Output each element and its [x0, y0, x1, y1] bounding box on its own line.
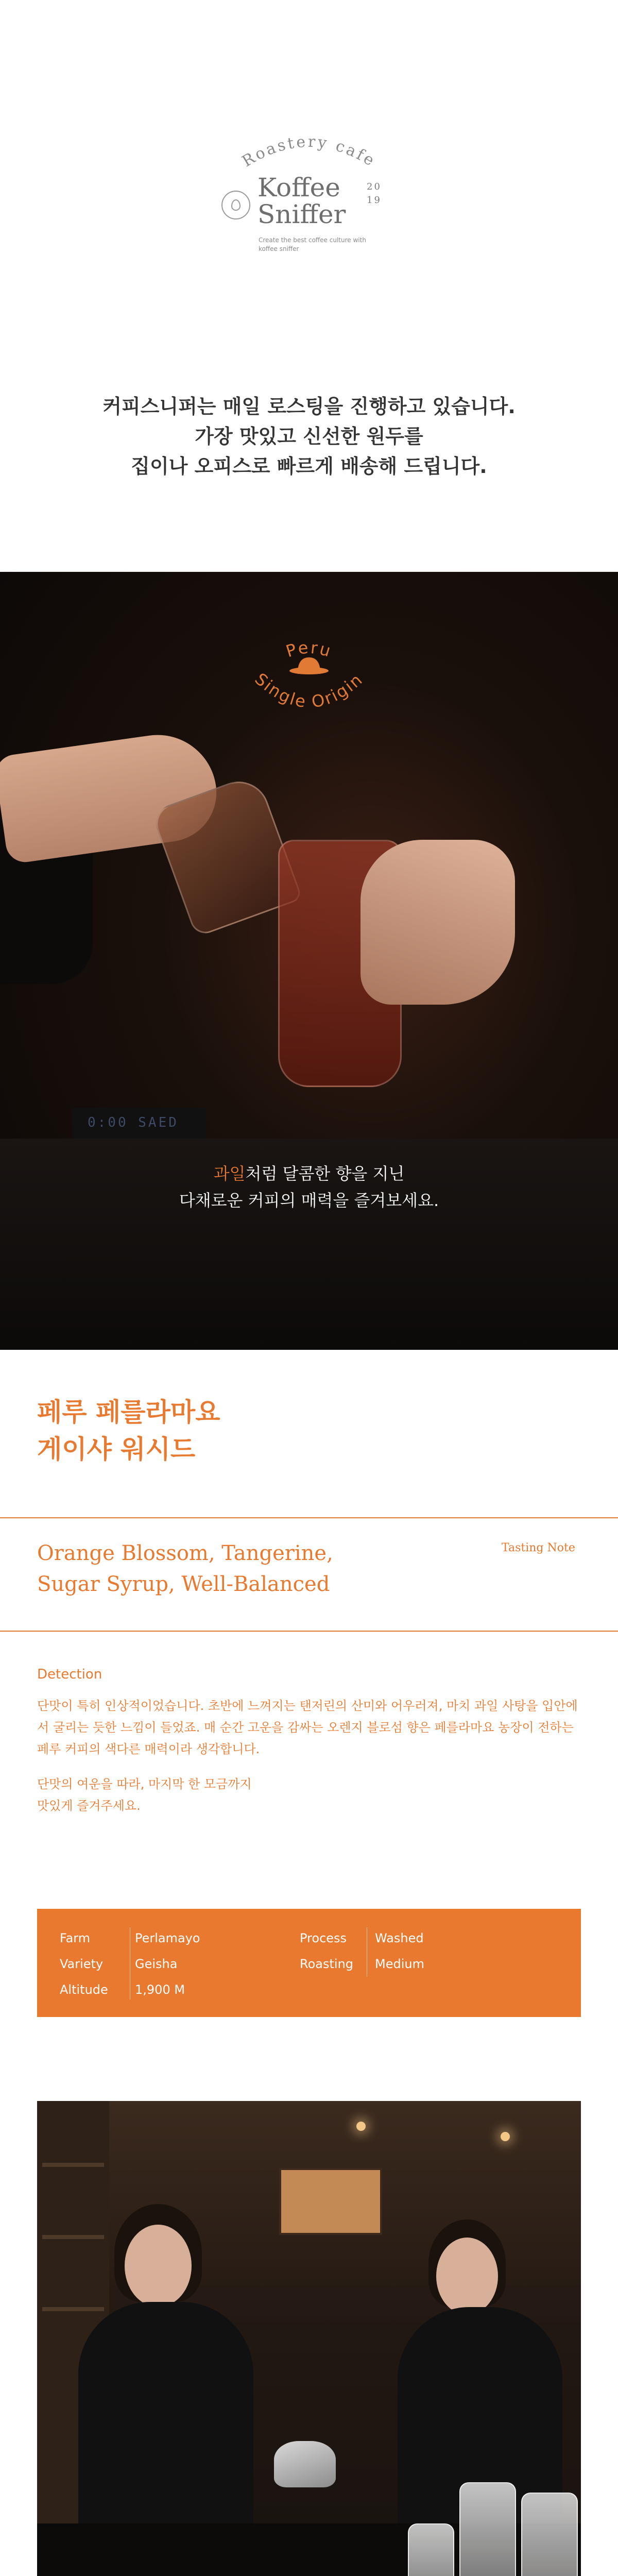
spec-box: [37, 1909, 581, 2017]
shelf-shape: [42, 2307, 104, 2311]
wall-painting: [279, 2168, 382, 2235]
hero-caption-line2: 다채로운 커피의 매력을 즐겨보세요.: [179, 1191, 439, 1210]
person-face: [125, 2225, 192, 2307]
logo-year-top: 20: [367, 181, 382, 192]
hero-caption: [0, 1160, 618, 1214]
spec-row-process: [300, 1925, 424, 1951]
spec-row-roasting: [300, 1951, 424, 1977]
glass-jar: [459, 2482, 516, 2576]
shelf-shape: [42, 2163, 104, 2167]
tasting-notes: [37, 1538, 333, 1600]
logo-year-bottom: 19: [367, 195, 382, 206]
brand-logo: [216, 113, 402, 278]
divider: [0, 1517, 618, 1518]
spec-key: Variety: [60, 1957, 104, 1971]
spec-value: Medium: [375, 1957, 424, 1971]
intro-line: 가장 맛있고 신선한 원두를: [195, 425, 423, 448]
hand-shape: [360, 840, 515, 1005]
light-bulb: [501, 2132, 510, 2141]
bean-icon: [221, 191, 250, 219]
spec-key: Process: [300, 1931, 347, 1945]
dripper-shape: [274, 2441, 336, 2487]
spec-right: [300, 1925, 424, 1977]
logo-year: [367, 180, 382, 207]
spec-key: Altitude: [60, 1982, 108, 1997]
intro-text: [0, 392, 618, 481]
detection-paragraph: 단맛이 특히 인상적이었습니다. 초반에 느껴지는 탠저린의 산미와 어우러져, 마치 과일 사탕을 입안에서 굴리는 듯한 느낌이 들었죠. 매 순간 고운을 감싸는 오렌지 블로섬 향은 페를라마요 농장이 전하는 페루 커피의 색다른 매력이라 생각합니다.: [37, 1699, 578, 1756]
svg-text:Peru: Peru: [283, 637, 335, 662]
light-bulb: [356, 2122, 366, 2131]
caption-accent: 과일: [213, 1164, 246, 1183]
person-face: [436, 2238, 498, 2315]
caption-rest: 처럼 달콤한 향을 지닌: [245, 1164, 405, 1183]
detection-label: Detection: [37, 1667, 102, 1682]
spec-value: Perlamayo: [135, 1931, 200, 1945]
detection-body: [37, 1695, 583, 1817]
detection-line: 단맛의 여운을 따라, 마지막 한 모금까지: [37, 1777, 252, 1791]
tasting-note-label: Tasting Note: [502, 1541, 575, 1554]
detection-paragraph: [37, 1773, 583, 1817]
divider: [0, 1631, 618, 1632]
spec-value: 1,900 M: [135, 1982, 185, 1997]
tasting-notes-line2: Sugar Syrup, Well-Balanced: [37, 1572, 330, 1596]
detection-line: 맛있게 즐겨주세요.: [37, 1799, 141, 1813]
spec-value: Washed: [375, 1931, 424, 1945]
intro-line: 집이나 오피스로 빠르게 배송해 드립니다.: [131, 455, 487, 478]
glass-jar: [521, 2493, 578, 2576]
logo-arc-text: [216, 113, 402, 175]
cafe-photo-baristas: [37, 2101, 581, 2576]
shelf-shape: [42, 2235, 104, 2239]
product-title-line1: 페루 페를라마요: [37, 1397, 220, 1427]
spec-key: Roasting: [300, 1957, 354, 1971]
product-title-line2: 게이샤 워시드: [37, 1434, 196, 1464]
intro-line: 커피스니퍼는 매일 로스팅을 진행하고 있습니다.: [102, 395, 516, 418]
spec-value: Geisha: [135, 1957, 178, 1971]
hero-photo: [0, 572, 618, 1350]
svg-text:Roastery cafe: Roastery cafe: [239, 132, 380, 171]
logo-name-line1: Koffee: [258, 173, 340, 202]
tasting-notes-line1: Orange Blossom, Tangerine,: [37, 1541, 333, 1565]
scale-readout: 0:00 SAED: [88, 1115, 179, 1130]
glass-jar: [408, 2523, 454, 2576]
logo-tagline: Create the best coffee culture with koffee sniffer: [259, 236, 366, 252]
scale-display: [72, 1108, 206, 1139]
header: [0, 0, 618, 330]
svg-text:Single Origin: Single Origin: [251, 669, 367, 712]
hero-caption-line1: [0, 1160, 618, 1187]
spec-key: Farm: [60, 1931, 91, 1945]
product-title: [37, 1394, 220, 1468]
logo-name-line2: Sniffer: [258, 199, 346, 229]
hat-icon: [288, 654, 330, 675]
logo-name: [258, 174, 346, 228]
